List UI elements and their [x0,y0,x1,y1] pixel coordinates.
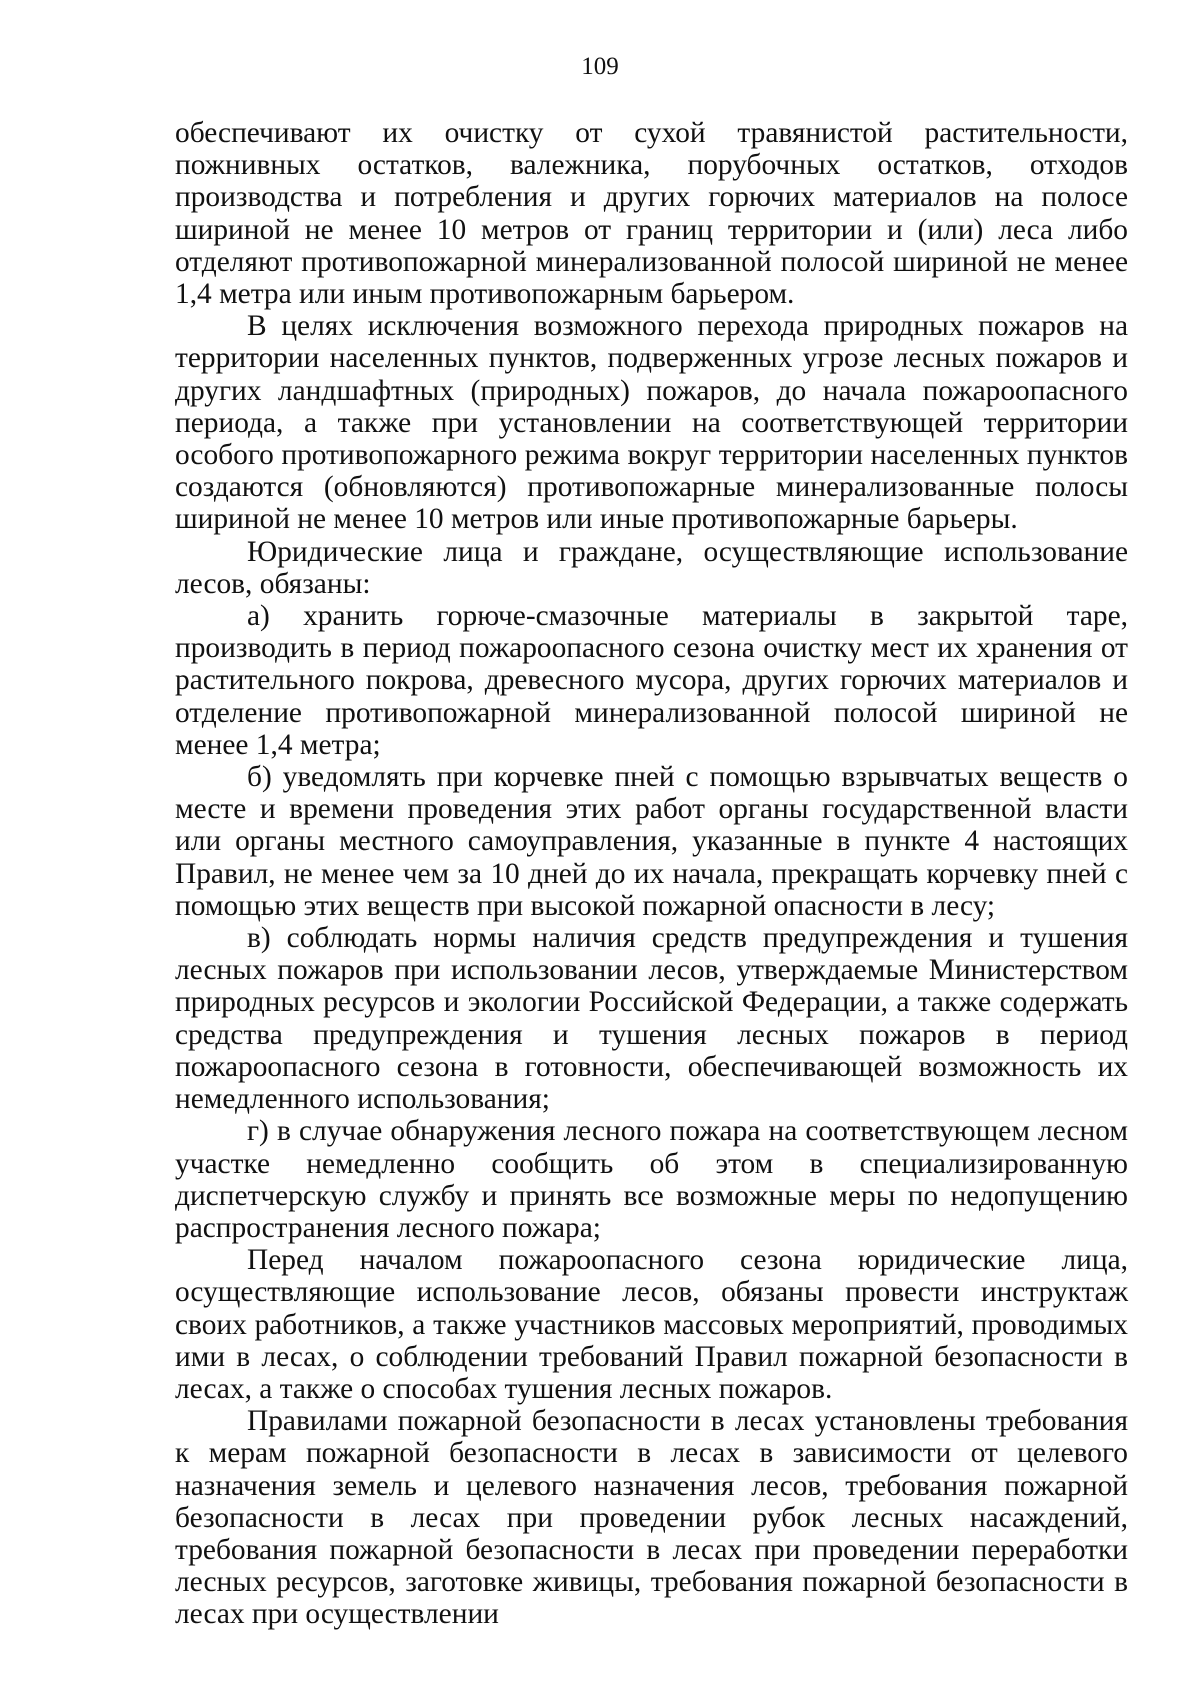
paragraph-item-g: г) в случае обнаружения лесного пожара на соответствующем лесном участке немедленно сообщить об этом в специализированную диспетчерскую службу и принять все возможные меры по недопущению распространения лесного пожара; [175,1115,1128,1244]
paragraph-item-b: б) уведомлять при корчевке пней с помощью взрывчатых веществ о месте и времени проведения этих работ органы государственной власти или органы местного самоуправления, указанные в пункте 4 настоящих Правил, не менее чем за 10 дней до их начала, прекращать корчевку пней с помощью этих веществ при высокой пожарной опасности в лесу; [175,761,1128,922]
paragraph-instruction-briefing: Перед началом пожароопасного сезона юридические лица, осуществляющие использование лесов, обязаны провести инструктаж своих работников, а также участников массовых мероприятий, проводимых ими в лесах, о соблюдении требований Правил пожарной безопасности в лесах, а также о способах тушения лесных пожаров. [175,1244,1128,1405]
paragraph-firebreak-requirements: В целях исключения возможного перехода природных пожаров на территории населенных пунктов, подверженных угрозе лесных пожаров и других ландшафтных (природных) пожаров, до начала пожароопасного периода, а также при установлении на соответствующей территории особого противопожарного режима вокруг территории населенных пунктов создаются (обновляются) противопожарные минерализованные полосы шириной не менее 10 метров или иные противопожарные барьеры. [175,310,1128,536]
paragraph-continuation: обеспечивают их очистку от сухой травянистой растительности, пожнивных остатков, валежника, порубочных остатков, отходов производства и потребления и других горючих материалов на полосе шириной не менее 10 метров от границ территории и (или) леса либо отделяют противопожарной минерализованной полосой шириной не менее 1,4 метра или иным противопожарным барьером. [175,117,1128,311]
paragraph-obligations-intro: Юридические лица и граждане, осуществляющие использование лесов, обязаны: [175,535,1128,600]
body-text [175,117,1128,1631]
paragraph-item-v: в) соблюдать нормы наличия средств предупреждения и тушения лесных пожаров при использовании лесов, утверждаемые Министерством природных ресурсов и экологии Российской Федерации, а также содержать средства предупреждения и тушения лесных пожаров в период пожароопасного сезона в готовности, обеспечивающей возможность их немедленного использования; [175,922,1128,1116]
paragraph-item-a: а) хранить горюче-смазочные материалы в закрытой таре, производить в период пожароопасного сезона очистку мест их хранения от растительного покрова, древесного мусора, других горючих материалов и отделение противопожарной минерализованной полосой шириной не менее 1,4 метра; [175,600,1128,761]
page-number: 109 [581,53,619,80]
paragraph-fire-safety-rules: Правилами пожарной безопасности в лесах установлены требования к мерам пожарной безопасности в лесах в зависимости от целевого назначения земель и целевого назначения лесов, требования пожарной безопасности в лесах при проведении рубок лесных насаждений, требования пожарной безопасности в лесах при проведении переработки лесных ресурсов, заготовке живицы, требования пожарной безопасности в лесах при осуществлении [175,1405,1128,1631]
